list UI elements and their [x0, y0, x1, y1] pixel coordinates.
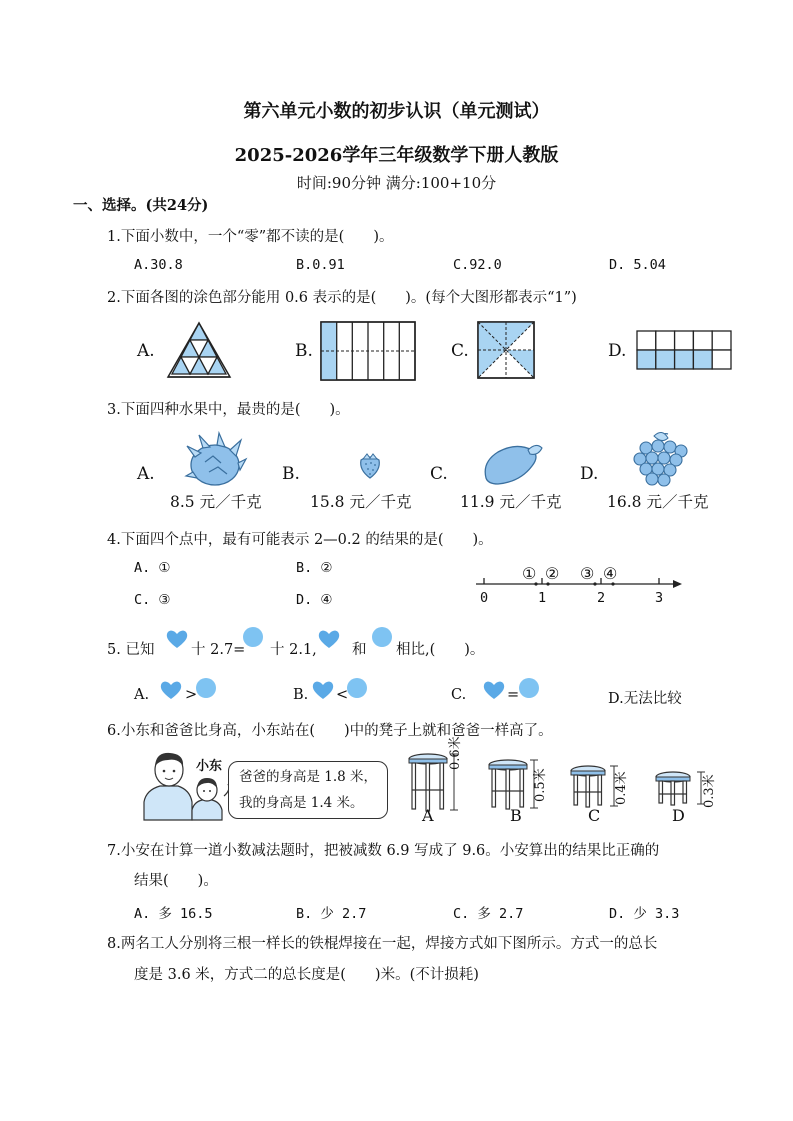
circle-icon [195, 677, 217, 699]
time-info: 时间:90分钟 满分:100+10分 [296, 174, 497, 192]
stool-d-height: 0.3米 [702, 774, 717, 808]
q5-option-c[interactable]: C. [451, 687, 467, 703]
q5-expr-1: 十 2.7= [191, 642, 246, 658]
q3-label-d[interactable]: D. [580, 464, 599, 484]
q2-label-a[interactable]: A. [137, 341, 155, 361]
rectangle-strips-figure [320, 321, 416, 381]
q7-option-a[interactable]: A. 多 16.5 [134, 906, 213, 922]
q7-option-c[interactable]: C. 多 2.7 [453, 906, 524, 922]
stool-a-height: 0.6米 [448, 736, 463, 770]
q5-option-a[interactable]: A. [134, 687, 150, 703]
q4-option-d[interactable]: D. ④ [296, 592, 333, 608]
circle-icon [371, 626, 393, 648]
section-heading: 一、选择。(共24分) [73, 197, 209, 214]
point-4-label: ④ [603, 564, 618, 583]
xiaodong-label: 小东 [196, 759, 223, 774]
triangle-figure [164, 321, 234, 381]
question-1-text: 1.下面小数中，一个“零”都不读的是( )。 [107, 229, 394, 245]
q4-option-b[interactable]: B. ② [296, 560, 333, 576]
circle-icon [242, 626, 264, 648]
q3-label-a[interactable]: A. [137, 464, 155, 484]
square-diagonal-figure [477, 321, 535, 379]
q5-and: 和 [352, 642, 367, 658]
heart-icon [311, 679, 335, 701]
question-7-line-1: 7.小安在计算一道小数减法题时，把被减数 6.9 写成了 9.6。小安算出的结果比正确的 [107, 843, 660, 859]
speech-bubble [228, 761, 388, 819]
q1-option-d[interactable]: D. 5.04 [609, 257, 666, 273]
q4-option-a[interactable]: A. ① [134, 560, 171, 576]
heart-icon [482, 679, 506, 701]
question-8-line-2: 度是 3.6 米，方式二的总长度是( )米。(不计损耗) [134, 967, 479, 983]
q3-price-b: 15.8 元／千克 [310, 493, 412, 511]
q2-label-d[interactable]: D. [608, 341, 627, 361]
grid-figure [636, 330, 732, 370]
q3-price-a: 8.5 元／千克 [170, 493, 262, 511]
stool-c-label[interactable]: C [588, 806, 601, 825]
stool-b-label[interactable]: B [510, 806, 522, 825]
q5-option-b[interactable]: B. [293, 687, 309, 703]
point-3-label: ③ [580, 564, 595, 583]
q3-price-c: 11.9 元／千克 [460, 493, 562, 511]
question-8-line-1: 8.两名工人分别将三根一样长的铁棍焊接在一起，焊接方式如下图所示。方式一的总长 [107, 936, 658, 952]
number-line [470, 562, 685, 608]
q3-price-d: 16.8 元／千克 [607, 493, 709, 511]
mango-icon [480, 440, 544, 488]
q2-label-c[interactable]: C. [451, 341, 469, 361]
question-2-text: 2.下面各图的涂色部分能用 0.6 表示的是( )。(每个大图形都表示“1”) [107, 290, 577, 306]
dragon-fruit-icon [185, 432, 247, 490]
q1-option-a[interactable]: A.30.8 [134, 257, 183, 273]
circle-icon [518, 677, 540, 699]
q5-compare: 相比,( )。 [396, 642, 485, 658]
heart-icon [165, 628, 189, 650]
question-5-prefix: 5. 已知 [107, 642, 155, 658]
q3-label-c[interactable]: C. [430, 464, 448, 484]
question-3-text: 3.下面四种水果中，最贵的是( )。 [107, 402, 350, 418]
tick-2: 2 [597, 590, 606, 606]
q1-option-b[interactable]: B.0.91 [296, 257, 345, 273]
stool-b-height: 0.5米 [533, 768, 548, 802]
q5-expr-2: 十 2.1, [270, 642, 317, 658]
q1-option-c[interactable]: C.92.0 [453, 257, 502, 273]
q3-label-b[interactable]: B. [282, 464, 300, 484]
q7-option-b[interactable]: B. 少 2.7 [296, 906, 367, 922]
tick-3: 3 [655, 590, 664, 606]
strawberry-icon [355, 450, 385, 480]
question-6-text: 6.小东和爸爸比身高，小东站在( )中的凳子上就和爸爸一样高了。 [107, 723, 553, 739]
q5-op-c: = [507, 687, 520, 703]
q5-option-d[interactable]: D.无法比较 [608, 691, 682, 707]
point-2-label: ② [545, 564, 560, 583]
heart-icon [317, 628, 341, 650]
bubble-line-2: 我的身高是 1.4 米。 [239, 795, 364, 811]
q7-option-d[interactable]: D. 少 3.3 [609, 906, 680, 922]
stool-c-height: 0.4米 [614, 771, 629, 805]
tick-0: 0 [480, 590, 489, 606]
bubble-line-1: 爸爸的身高是 1.8 米， [239, 769, 378, 785]
document-title: 第六单元小数的初步认识（单元测试） [243, 101, 550, 122]
point-1-label: ① [522, 564, 537, 583]
tick-1: 1 [538, 590, 547, 606]
stool-d-label[interactable]: D [672, 806, 685, 825]
stool-a-label[interactable]: A [422, 806, 434, 825]
q4-option-c[interactable]: C. ③ [134, 592, 171, 608]
grapes-icon [632, 430, 690, 490]
circle-icon [346, 677, 368, 699]
q5-op-b: < [336, 687, 349, 703]
document-subtitle: 2025-2026学年三年级数学下册人教版 [234, 145, 559, 166]
question-4-text: 4.下面四个点中，最有可能表示 2—0.2 的结果的是( )。 [107, 532, 493, 548]
heart-icon [159, 679, 183, 701]
question-7-line-2: 结果( )。 [134, 873, 218, 889]
q2-label-b[interactable]: B. [295, 341, 313, 361]
q5-op-a: > [185, 687, 198, 703]
